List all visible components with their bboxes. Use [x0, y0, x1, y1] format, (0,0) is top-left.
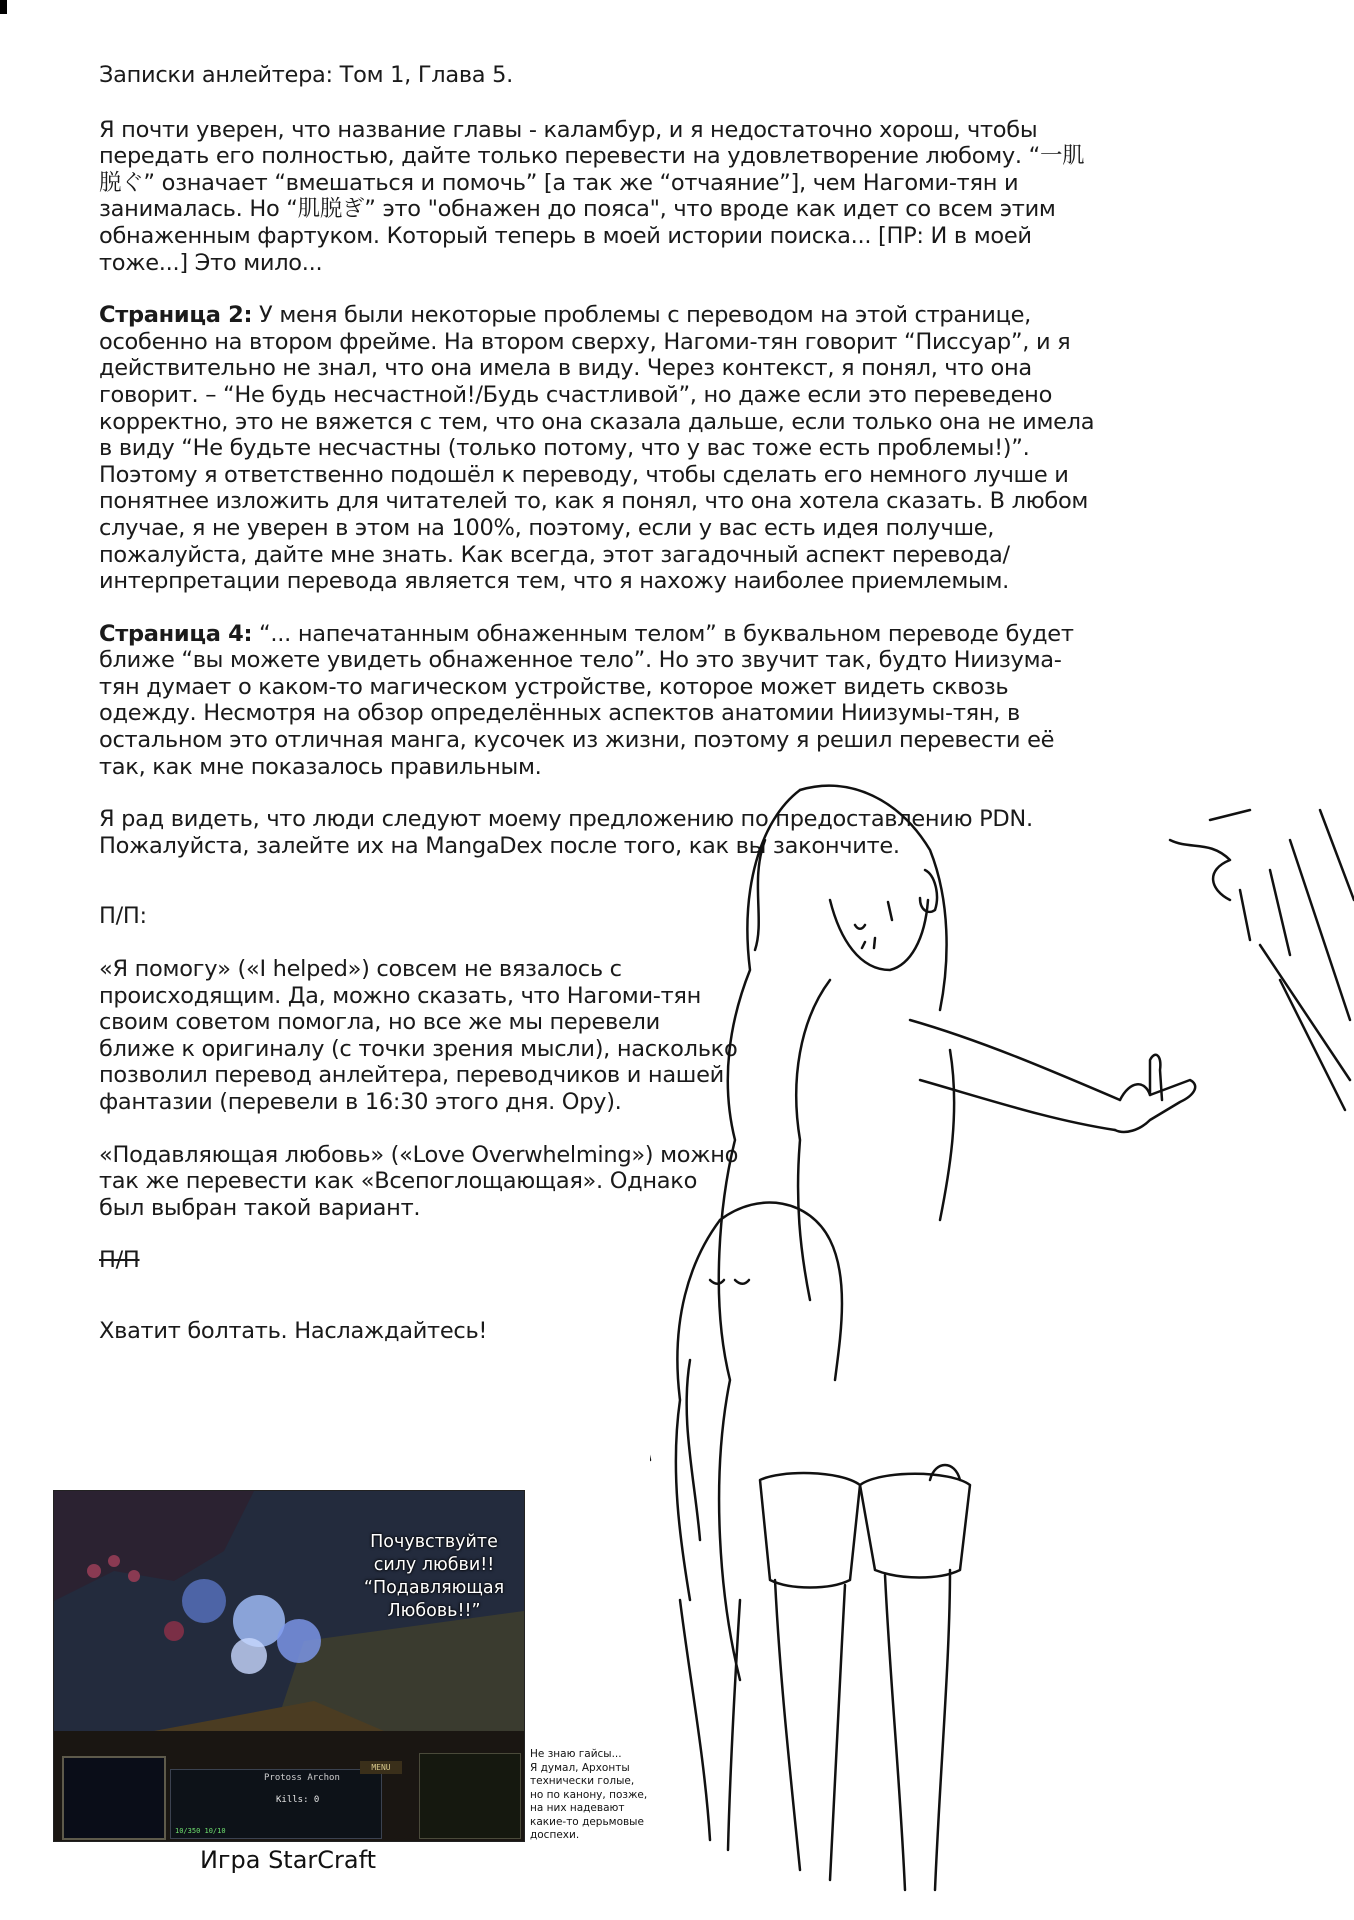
- notes-pdn: Я рад видеть, что люди следуют моему предложению по предоставлению PDN. Пожалуйста, залейте их на MangaDex после того, как вы закончите.: [99, 806, 1033, 859]
- notes-intro: Я почти уверен, что название главы - каламбур, и я недостаточно хорош, чтобы передать его полностью, дайте только перевести на удовлетворение любому. “一肌脱ぐ” означает “вмешаться и помочь” [а так же “отчаяние”], чем Нагоми-тян и занималась. Но “肌脱ぎ” это "обнажен до пояса", что вроде как идет со всем этим обнаженным фартуком. Который теперь в моей истории поиска... [ПР: И в моей тоже...] Это мило...: [99, 116, 1085, 276]
- page2-label: Страница 2:: [99, 302, 253, 329]
- side-note-line: технически голые,: [530, 1775, 635, 1787]
- bubble-line: силу любви!!: [373, 1555, 495, 1575]
- screenshot-caption: Игра StarCraft: [199, 1846, 377, 1874]
- page4-text: “... напечатанным обнаженным телом” в буквальном переводе будет ближе “вы можете увидеть обнаженное тело”. Но это звучит так, будто Ниизума-тян думает о каком-то магическом устройстве, которое может видеть сквозь одежду. Несмотря на обзор определённых аспектов анатомии Ниизумы-тян, в остальном это отличная манга, кусочек из жизни, поэтому я решил перевести её так, как мне показалось правильным.: [99, 620, 1074, 780]
- game-minimap: [62, 1756, 166, 1840]
- command-card: [419, 1753, 521, 1839]
- game-speech-bubble: [354, 1531, 514, 1623]
- unit-name: Protoss Archon: [264, 1773, 340, 1783]
- notes-outro: Хватит болтать. Наслаждайтесь!: [99, 1317, 488, 1344]
- side-note: [530, 1748, 660, 1843]
- pp-close: П/П: [99, 1247, 140, 1274]
- bubble-line: Почувствуйте: [370, 1532, 498, 1552]
- pp-note-1: «Я помогу» («I helped») совсем не вязалось с происходящим. Да, можно сказать, что Нагоми-тян своим советом помогла, но все же мы перевели ближе к оригиналу (с точки зрения мысли), насколько позволил перевод анлейтера, переводчиков и нашей фантазии (перевели в 16:30 этого дня. Ору).: [99, 956, 738, 1115]
- side-note-line: на них надевают: [530, 1802, 625, 1814]
- manga-illustration: [650, 780, 1354, 1920]
- page2-text: У меня были некоторые проблемы с переводом на этой странице, особенно на втором фрейме. На втором сверху, Нагоми-тян говорит “Писсуар”, и я действительно не знал, что она имела в виду. Через контекст, я понял, что она говорит. – “Не будь несчастной!/Будь счастливой”, но даже если это переведено корректно, это не вяжется с тем, что она сказала дальше, если только она не имела в виду “Не будьте несчастны (только потому, что у вас тоже есть проблемы!)”. Поэтому я ответственно подошёл к переводу, чтобы сделать его немного лучше и понятнее изложить для читателей то, как я понял, что она хотела сказать. В любом случае, я не уверен в этом на 100%, поэтому, если у вас есть идея получше, пожалуйста, дайте мне знать. Как всегда, этот загадочный аспект перевода/интерпретации перевода является тем, что я нахожу наиболее приемлемым.: [99, 302, 1095, 595]
- side-note-line: Не знаю гайсы...: [530, 1748, 622, 1760]
- page4-label: Страница 4:: [99, 620, 253, 647]
- corner-mark: [0, 0, 7, 14]
- side-note-line: какие-то дерьмовые: [530, 1815, 644, 1828]
- starcraft-screenshot: [53, 1490, 525, 1842]
- unit-kills: Kills: 0: [276, 1795, 320, 1805]
- pp-note-2: «Подавляющая любовь» («Love Overwhelming») можно так же перевести как «Всепоглощающая». Однако был выбран такой вариант.: [99, 1141, 739, 1221]
- side-note-line: Я думал, Архонты: [530, 1761, 630, 1774]
- pp-open: П/П:: [99, 903, 147, 930]
- notes-page2: [99, 302, 1099, 595]
- bubble-line: “Подавляющая: [363, 1578, 505, 1598]
- unit-hp: 10/350 10/10: [175, 1827, 226, 1835]
- side-note-line: доспехи.: [530, 1829, 580, 1841]
- notes-title: Записки анлейтера: Том 1, Глава 5.: [99, 62, 513, 88]
- bubble-line: Любовь!!”: [387, 1601, 481, 1621]
- side-note-line: но по канону, позже,: [530, 1788, 648, 1801]
- notes-page4: [99, 621, 1099, 781]
- game-menu-button: MENU: [360, 1761, 402, 1774]
